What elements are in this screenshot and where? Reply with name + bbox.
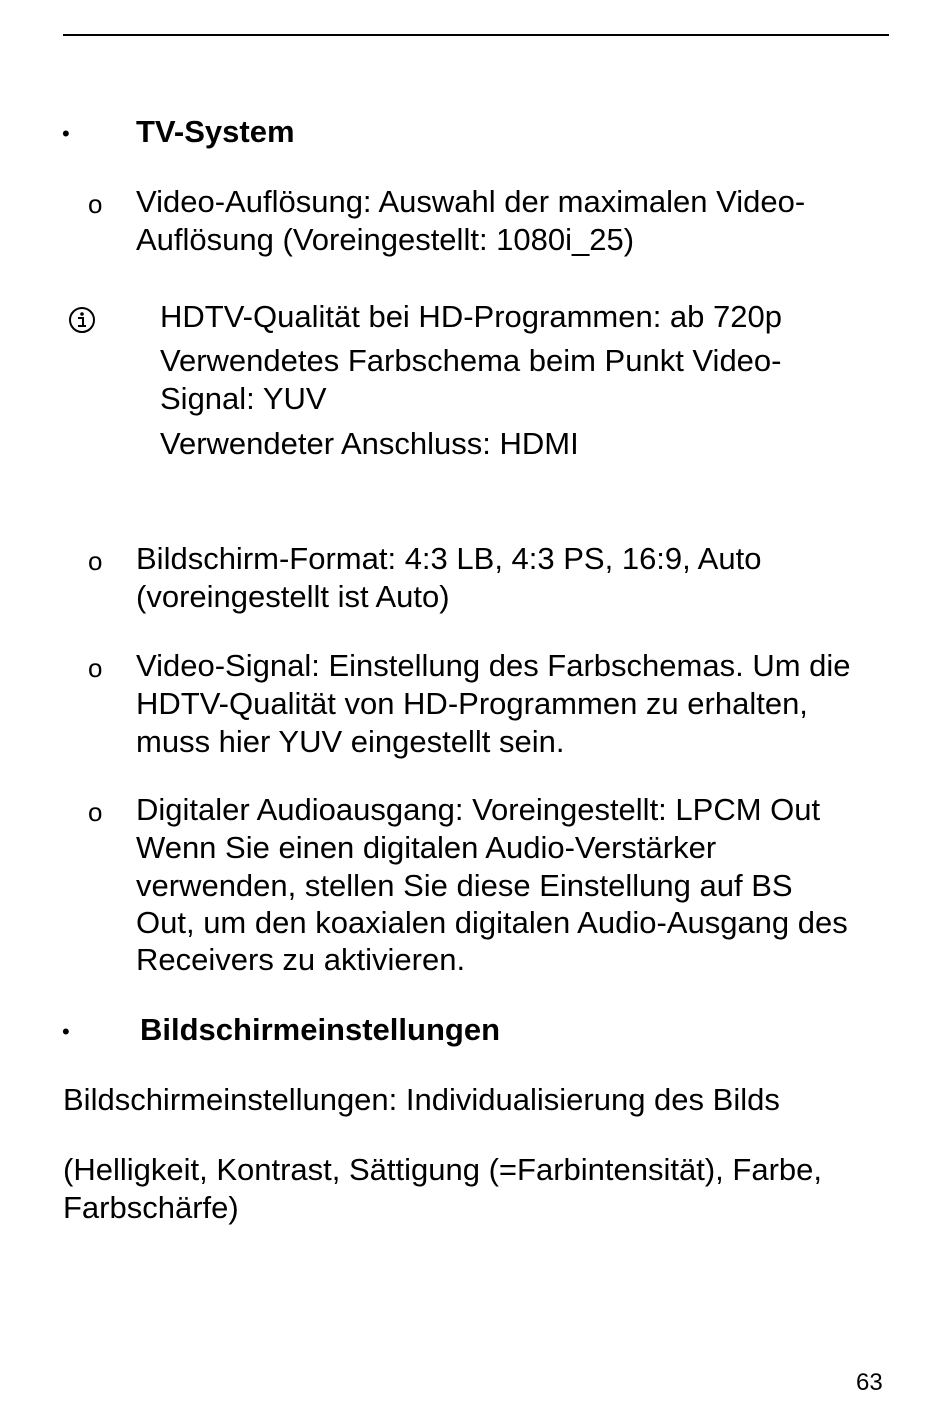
sub-bullet-video-signal: o: [88, 653, 103, 683]
video-signal-line3: muss hier YUV eingestellt sein.: [136, 724, 565, 759]
info-line3: Signal: YUV: [160, 381, 327, 416]
digital-audio-line1: Digitaler Audioausgang: Voreingestellt: LPCM Out: [136, 792, 821, 827]
video-signal-line2: HDTV-Qualität von HD-Programmen zu erhalten,: [136, 686, 808, 721]
screen-format-line1: Bildschirm-Format: 4:3 LB, 4:3 PS, 16:9, Auto: [136, 541, 762, 576]
screen-settings-para1: Bildschirmeinstellungen: Individualisierung des Bilds: [63, 1082, 780, 1117]
screen-format-line2: (voreingestellt ist Auto): [136, 579, 450, 614]
bullet-tv-system: •: [62, 121, 70, 146]
info-icon: [68, 306, 96, 334]
video-resolution-line2: Auflösung (Voreingestellt: 1080i_25): [136, 222, 635, 257]
sub-bullet-digital-audio: o: [88, 797, 103, 827]
video-resolution-line1: Video-Auflösung: Auswahl der maximalen Video-: [136, 184, 806, 219]
screen-settings-para2-line1: (Helligkeit, Kontrast, Sättigung (=Farbintensität), Farbe,: [63, 1152, 822, 1187]
info-line4: Verwendeter Anschluss: HDMI: [160, 426, 579, 461]
info-line2: Verwendetes Farbschema beim Punkt Video-: [160, 343, 782, 378]
screen-settings-para2-line2: Farbschärfe): [63, 1190, 239, 1225]
digital-audio-line4: Out, um den koaxialen digitalen Audio-Ausgang des: [136, 905, 848, 940]
digital-audio-line5: Receivers zu aktivieren.: [136, 942, 466, 977]
heading-tv-system: TV-System: [136, 114, 295, 149]
digital-audio-line2: Wenn Sie einen digitalen Audio-Verstärker: [136, 830, 717, 865]
sub-bullet-video-resolution: o: [88, 189, 103, 219]
sub-bullet-screen-format: o: [88, 546, 103, 576]
video-signal-line1: Video-Signal: Einstellung des Farbschemas. Um die: [136, 648, 851, 683]
digital-audio-line3: verwenden, stellen Sie diese Einstellung auf BS: [136, 868, 793, 903]
header-rule: [63, 34, 889, 36]
heading-screen-settings: Bildschirmeinstellungen: [140, 1012, 501, 1047]
page-number: 63: [856, 1369, 883, 1396]
bullet-screen-settings: •: [62, 1019, 70, 1044]
info-line1: HDTV-Qualität bei HD-Programmen: ab 720p: [160, 299, 782, 334]
